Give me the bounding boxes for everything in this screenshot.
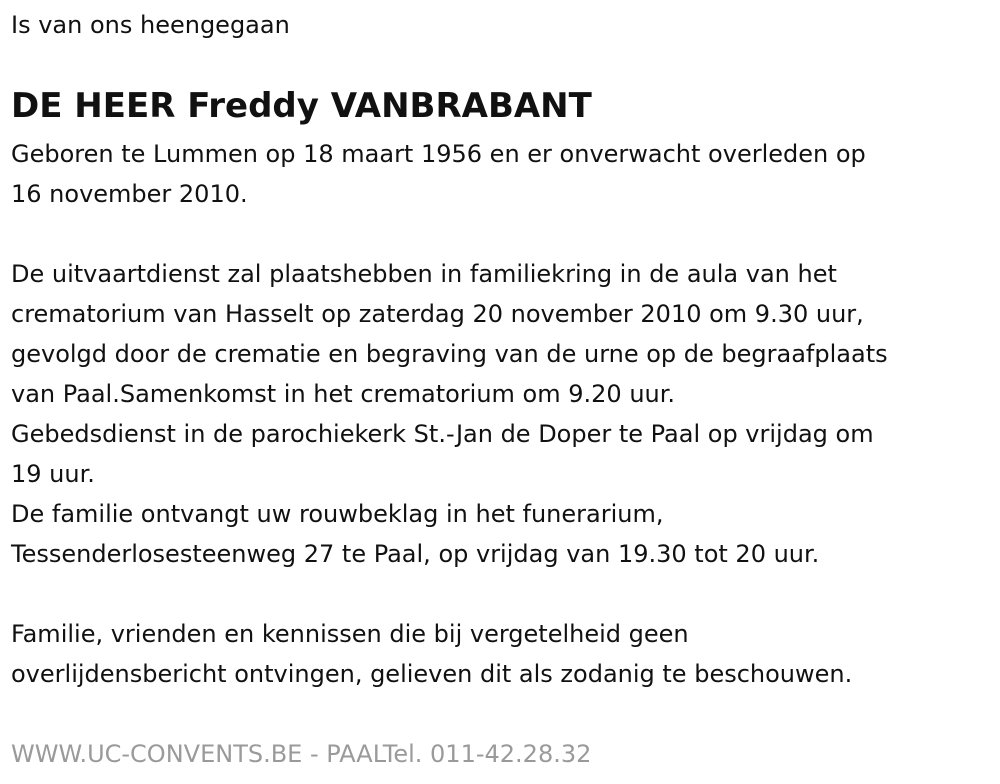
service-line: Tessenderlosesteenweg 27 te Paal, op vrijdag van 19.30 tot 20 uur. (11, 540, 820, 568)
obituary-page (11, 0, 991, 784)
notice-line: Familie, vrienden en kennissen die bij vergetelheid geen (11, 620, 689, 648)
service-line: De uitvaartdienst zal plaatshebben in familiekring in de aula van het (11, 260, 837, 288)
service-line: crematorium van Hasselt op zaterdag 20 november 2010 om 9.30 uur, (11, 300, 864, 328)
deceased-name: DE HEER Freddy VANBRABANT (11, 86, 592, 126)
footer-contact: WWW.UC-CONVENTS.BE - PAALTel. 011-42.28.32 (11, 740, 592, 768)
notice-paragraph (11, 614, 852, 694)
birth-line: Geboren te Lummen op 18 maart 1956 en er onverwacht overleden op (11, 140, 866, 168)
service-line: gevolgd door de crematie en begraving van de urne op de begraafplaats (11, 340, 888, 368)
birth-line: 16 november 2010. (11, 180, 248, 208)
intro-text: Is van ons heengegaan (11, 11, 290, 39)
notice-line: overlijdensbericht ontvingen, gelieven dit als zodanig te beschouwen. (11, 660, 853, 688)
service-line: De familie ontvangt uw rouwbeklag in het funerarium, (11, 500, 664, 528)
service-line: Gebedsdienst in de parochiekerk St.-Jan de Doper te Paal op vrijdag om (11, 420, 874, 448)
service-line: 19 uur. (11, 460, 95, 488)
birth-death-paragraph (11, 134, 866, 214)
service-line: van Paal.Samenkomst in het crematorium om 9.20 uur. (11, 380, 676, 408)
funeral-service-paragraph (11, 254, 888, 574)
